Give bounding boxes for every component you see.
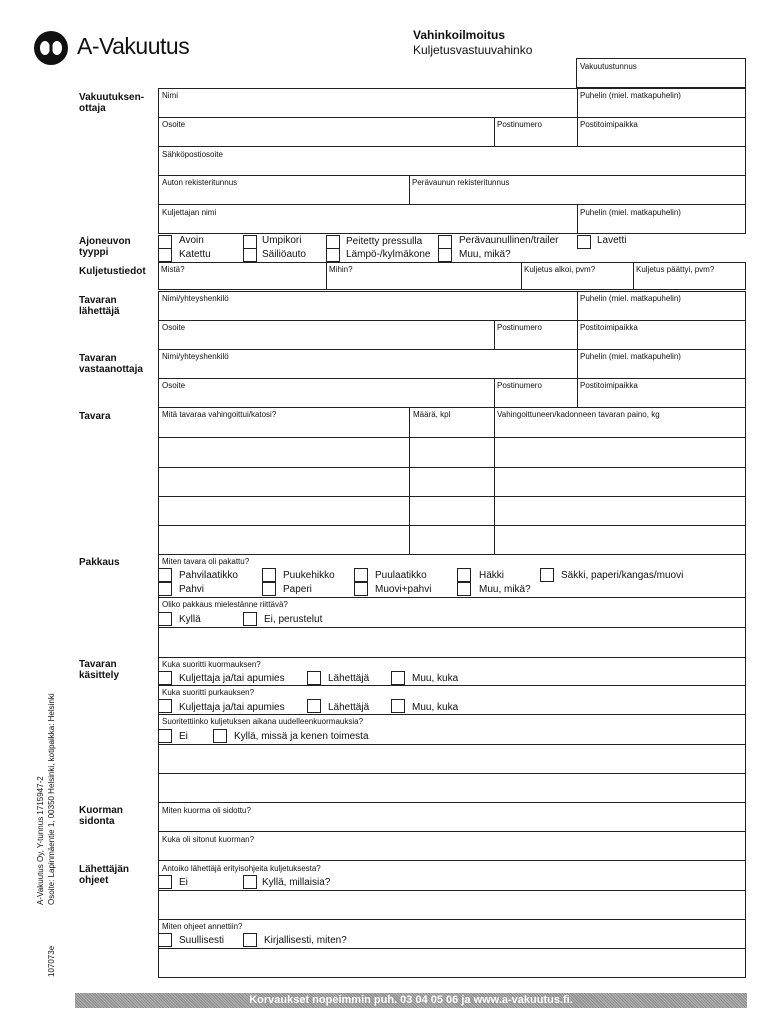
insured-phone-label: Puhelin (miel. matkapuhelin) xyxy=(580,91,681,100)
sender-address-label: Osoite xyxy=(162,323,186,332)
load-sender-label: Lähettäjä xyxy=(328,673,370,684)
insured-address-field[interactable] xyxy=(158,117,495,147)
vehicle-trailer-checkbox[interactable] xyxy=(438,235,452,249)
pack-puukehikko-label: Puukehikko xyxy=(283,570,335,581)
policy-number-label: Vakuutustunnus xyxy=(580,62,637,71)
receiver-postcode-label: Postinumero xyxy=(497,381,542,390)
unload-other-label: Muu, kuka xyxy=(412,702,459,713)
vehicle-lavetti-label: Lavetti xyxy=(597,235,627,246)
unload-driver-checkbox[interactable] xyxy=(158,699,172,713)
handling-load-question: Kuka suoritti kuormauksen? xyxy=(162,660,261,669)
goods-row-divider xyxy=(158,525,746,526)
form-code: 107073e xyxy=(47,945,56,977)
unload-driver-label: Kuljettaja ja/tai apumies xyxy=(179,702,285,713)
pack-pahvi-checkbox[interactable] xyxy=(158,582,172,596)
instructions-divider xyxy=(158,919,746,920)
how-oral-label: Suullisesti xyxy=(179,935,225,946)
pack-puulaatikko-checkbox[interactable] xyxy=(354,568,368,582)
driver-phone-label: Puhelin (miel. matkapuhelin) xyxy=(580,208,681,217)
packaging-divider xyxy=(158,627,746,628)
unload-sender-label: Lähettäjä xyxy=(328,702,370,713)
section-goods: Tavara xyxy=(79,411,111,422)
pack-muu-checkbox[interactable] xyxy=(457,582,471,596)
pack-puulaatikko-label: Puulaatikko xyxy=(375,570,427,581)
reload-kylla-label: Kyllä, missä ja kenen toimesta xyxy=(234,731,369,742)
goods-col-divider xyxy=(409,407,410,555)
goods-row-divider xyxy=(158,467,746,468)
how-oral-checkbox[interactable] xyxy=(158,933,172,947)
transport-start-label: Kuljetus alkoi, pvm? xyxy=(524,265,596,274)
securing-how-question: Miten kuorma oli sidottu? xyxy=(162,806,251,815)
adequate-kylla-label: Kyllä xyxy=(179,614,201,625)
goods-qty-label: Määrä, kpl xyxy=(413,410,451,419)
form-subtitle: Kuljetusvastuuvahinko xyxy=(413,43,533,57)
insured-name-field[interactable] xyxy=(158,88,578,118)
transport-to-label: Mihin? xyxy=(329,265,353,274)
securing-who-question: Kuka oli sitonut kuorman? xyxy=(162,835,255,844)
receiver-name-label: Nimi/yhteyshenkilö xyxy=(162,352,229,361)
form-title: Vahinkoilmoitus xyxy=(413,28,506,42)
section-securing xyxy=(79,805,123,827)
pack-muu-label: Muu, mikä? xyxy=(479,584,531,595)
vehicle-katettu-label: Katettu xyxy=(179,249,211,260)
section-sender-label: Tavaran lähettäjä xyxy=(79,295,120,317)
handling-unload-question: Kuka suoritti purkauksen? xyxy=(162,688,255,697)
insured-address-label: Osoite xyxy=(162,120,186,129)
unload-sender-checkbox[interactable] xyxy=(307,699,321,713)
load-other-checkbox[interactable] xyxy=(391,671,405,685)
goods-col-divider xyxy=(494,407,495,555)
handling-divider xyxy=(158,744,746,745)
pack-sakki-checkbox[interactable] xyxy=(540,568,554,582)
pack-puukehikko-checkbox[interactable] xyxy=(262,568,276,582)
section-insured xyxy=(79,92,157,114)
special-kylla-label: Kyllä, millaisia? xyxy=(262,877,331,888)
adequate-ei-checkbox[interactable] xyxy=(243,612,257,626)
car-reg-label: Auton rekisteritunnus xyxy=(162,178,238,187)
receiver-address-label: Osoite xyxy=(162,381,186,390)
company-info-line1: A-Vakuutus Oy, Y-tunnus 1715947-2 xyxy=(36,776,45,905)
instructions-special-question: Antoiko lähettäjä erityisohjeita kuljetuksesta? xyxy=(162,864,321,873)
instructions-divider xyxy=(158,948,746,949)
transport-from-label: Mistä? xyxy=(161,265,185,274)
unload-other-checkbox[interactable] xyxy=(391,699,405,713)
vehicle-avoin-label: Avoin xyxy=(179,235,204,246)
receiver-city-label: Postitoimipaikka xyxy=(580,381,638,390)
section-vehicle-label: Ajoneuvon tyyppi xyxy=(79,236,131,258)
how-written-label: Kirjallisesti, miten? xyxy=(264,935,347,946)
pack-paperi-checkbox[interactable] xyxy=(262,582,276,596)
vehicle-sailioauto-checkbox[interactable] xyxy=(243,248,257,262)
pack-pahvilaatikko-label: Pahvilaatikko xyxy=(179,570,238,581)
instructions-how-question: Miten ohjeet annettiin? xyxy=(162,922,243,931)
section-securing-label: Kuorman sidonta xyxy=(79,805,123,827)
receiver-address-field[interactable] xyxy=(158,378,495,408)
handling-divider xyxy=(158,714,746,715)
section-vehicle xyxy=(79,236,131,258)
vehicle-trailer-label: Perävaunullinen/trailer xyxy=(459,235,559,246)
goods-table[interactable] xyxy=(158,407,746,555)
goods-what-label: Mitä tavaraa vahingoittui/katosi? xyxy=(162,410,277,419)
vehicle-kylmakone-label: Lämpö-/kylmäkone xyxy=(346,249,431,260)
insured-email-field[interactable] xyxy=(158,146,746,176)
handling-divider xyxy=(158,773,746,774)
special-kylla-checkbox[interactable] xyxy=(243,875,257,889)
packaging-adequate-question: Oliko pakkaus mielestänne riittävä? xyxy=(162,600,288,609)
special-ei-label: Ei xyxy=(179,877,188,888)
reload-ei-label: Ei xyxy=(179,731,188,742)
vehicle-pressu-checkbox[interactable] xyxy=(326,235,340,249)
packaging-question: Miten tavara oli pakattu? xyxy=(162,557,250,566)
section-insured-label: Vakuutuksen- ottaja xyxy=(79,92,145,114)
pack-muovipahvi-checkbox[interactable] xyxy=(354,582,368,596)
section-sender xyxy=(79,295,120,317)
vehicle-lavetti-checkbox[interactable] xyxy=(577,235,591,249)
pack-pahvi-label: Pahvi xyxy=(179,584,205,595)
instructions-divider xyxy=(158,890,746,891)
pack-hakki-checkbox[interactable] xyxy=(457,568,471,582)
insured-postcode-label: Postinumero xyxy=(497,120,542,129)
reload-ei-checkbox[interactable] xyxy=(158,729,172,743)
vehicle-kylmakone-checkbox[interactable] xyxy=(326,248,340,262)
trailer-reg-label: Perävaunun rekisteritunnus xyxy=(412,178,510,187)
how-written-checkbox[interactable] xyxy=(243,933,257,947)
load-driver-label: Kuljettaja ja/tai apumies xyxy=(179,673,285,684)
load-sender-checkbox[interactable] xyxy=(307,671,321,685)
vehicle-avoin-checkbox[interactable] xyxy=(158,235,172,249)
goods-weight-label: Vahingoittuneen/kadonneen tavaran paino, kg xyxy=(497,410,660,419)
receiver-phone-label: Puhelin (miel. matkapuhelin) xyxy=(580,352,681,361)
sender-city-label: Postitoimipaikka xyxy=(580,323,638,332)
handling-reload-question: Suoritettiinko kuljetuksen aikana uudelleenkuormauksia? xyxy=(162,717,364,726)
goods-row-divider xyxy=(158,496,746,497)
section-receiver xyxy=(79,353,143,375)
goods-row-divider xyxy=(158,437,746,438)
pack-muovipahvi-label: Muovi+pahvi xyxy=(375,584,432,595)
section-handling xyxy=(79,659,119,681)
section-transport: Kuljetustiedot xyxy=(79,266,146,277)
insured-email-label: Sähköpostiosoite xyxy=(162,150,223,159)
pack-sakki-label: Säkki, paperi/kangas/muovi xyxy=(561,570,684,581)
vehicle-muu-label: Muu, mikä? xyxy=(459,249,511,260)
insured-city-label: Postitoimipaikka xyxy=(580,120,638,129)
section-handling-label: Tavaran käsittely xyxy=(79,659,120,681)
pack-paperi-label: Paperi xyxy=(283,584,312,595)
adequate-kylla-checkbox[interactable] xyxy=(158,612,172,626)
pack-pahvilaatikko-checkbox[interactable] xyxy=(158,568,172,582)
transport-end-label: Kuljetus päättyi, pvm? xyxy=(636,265,715,274)
insured-name-label: Nimi xyxy=(162,91,178,100)
transport-to-field[interactable] xyxy=(326,262,522,290)
vehicle-umpikori-checkbox[interactable] xyxy=(243,235,257,249)
section-instructions xyxy=(79,864,129,886)
brand-name: A-Vakuutus xyxy=(77,33,190,59)
vehicle-umpikori-label: Umpikori xyxy=(262,235,302,246)
vehicle-muu-checkbox[interactable] xyxy=(438,248,452,262)
special-ei-checkbox[interactable] xyxy=(158,875,172,889)
load-other-label: Muu, kuka xyxy=(412,673,459,684)
sender-phone-label: Puhelin (miel. matkapuhelin) xyxy=(580,294,681,303)
brand-logo-icon xyxy=(33,30,73,66)
vehicle-sailioauto-label: Säiliöauto xyxy=(262,249,306,260)
reload-kylla-checkbox[interactable] xyxy=(213,729,227,743)
sender-postcode-label: Postinumero xyxy=(497,323,542,332)
sender-address-field[interactable] xyxy=(158,320,495,350)
section-receiver-label: Tavaran vastaanottaja xyxy=(79,353,143,375)
adequate-ei-label: Ei, perustelut xyxy=(264,614,323,625)
company-info-line2: Osoite: Lapinmäentie 1, 00350 Helsinki, kotipaikka: Helsinki xyxy=(47,693,56,905)
driver-name-label: Kuljettajan nimi xyxy=(162,208,217,217)
section-instructions-label: Lähettäjän ohjeet xyxy=(79,864,130,886)
vehicle-katettu-checkbox[interactable] xyxy=(158,248,172,262)
pack-hakki-label: Häkki xyxy=(479,570,505,581)
sender-name-label: Nimi/yhteyshenkilö xyxy=(162,294,229,303)
footer-banner: Korvaukset nopeimmin puh. 03 04 05 06 ja www.a-vakuutus.fi. xyxy=(75,993,747,1008)
vehicle-pressu-label: Peitetty pressulla xyxy=(346,236,423,247)
packaging-divider xyxy=(158,597,746,598)
driver-name-field[interactable] xyxy=(158,204,578,234)
handling-divider xyxy=(158,685,746,686)
section-packaging: Pakkaus xyxy=(79,557,120,568)
load-driver-checkbox[interactable] xyxy=(158,671,172,685)
